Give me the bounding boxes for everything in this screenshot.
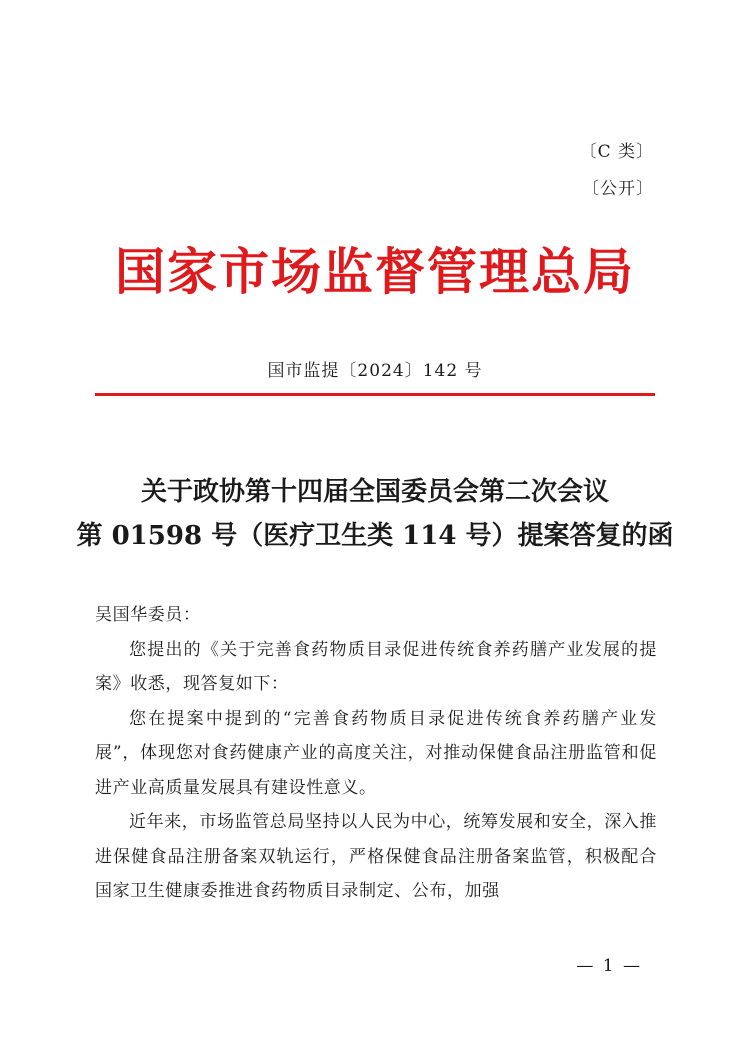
body-paragraph: 近年来，市场监管总局坚持以人民为中心，统筹发展和安全，深入推进保健食品注册备案双轨运行，严格保健食品注册备案监管，积极配合国家卫生健康委推进食药物质目录制定、公布，加强 (95, 812, 657, 901)
body-paragraph: 您在提案中提到的“完善食药物质目录促进传统食养药膳产业发展”，体现您对食药健康产业的高度关注，对推动保健食品注册监管和促进产业高质量发展具有建设性意义。 (95, 708, 657, 798)
body-paragraph: 您提出的《关于完善食药物质目录促进传统食养药膳产业发展的提案》收悉，现答复如下： (95, 639, 657, 694)
document-subject (0, 470, 750, 558)
subject-line-2: 第 01598 号（医疗卫生类 114 号）提案答复的函 (76, 521, 674, 551)
document-number: 国市监提〔2024〕142 号 (267, 361, 483, 381)
letter-body (95, 598, 657, 909)
disclosure-label: 〔公开〕 (582, 179, 654, 199)
subject-line-1: 关于政协第十四届全国委员会第二次会议 (140, 477, 609, 507)
page-number: — 1 — (576, 956, 642, 976)
salutation: 吴国华委员： (95, 605, 201, 625)
category-label: 〔C 类〕 (579, 142, 654, 162)
red-divider (95, 393, 655, 396)
agency-title: 国家市场监督管理总局 (115, 242, 635, 301)
